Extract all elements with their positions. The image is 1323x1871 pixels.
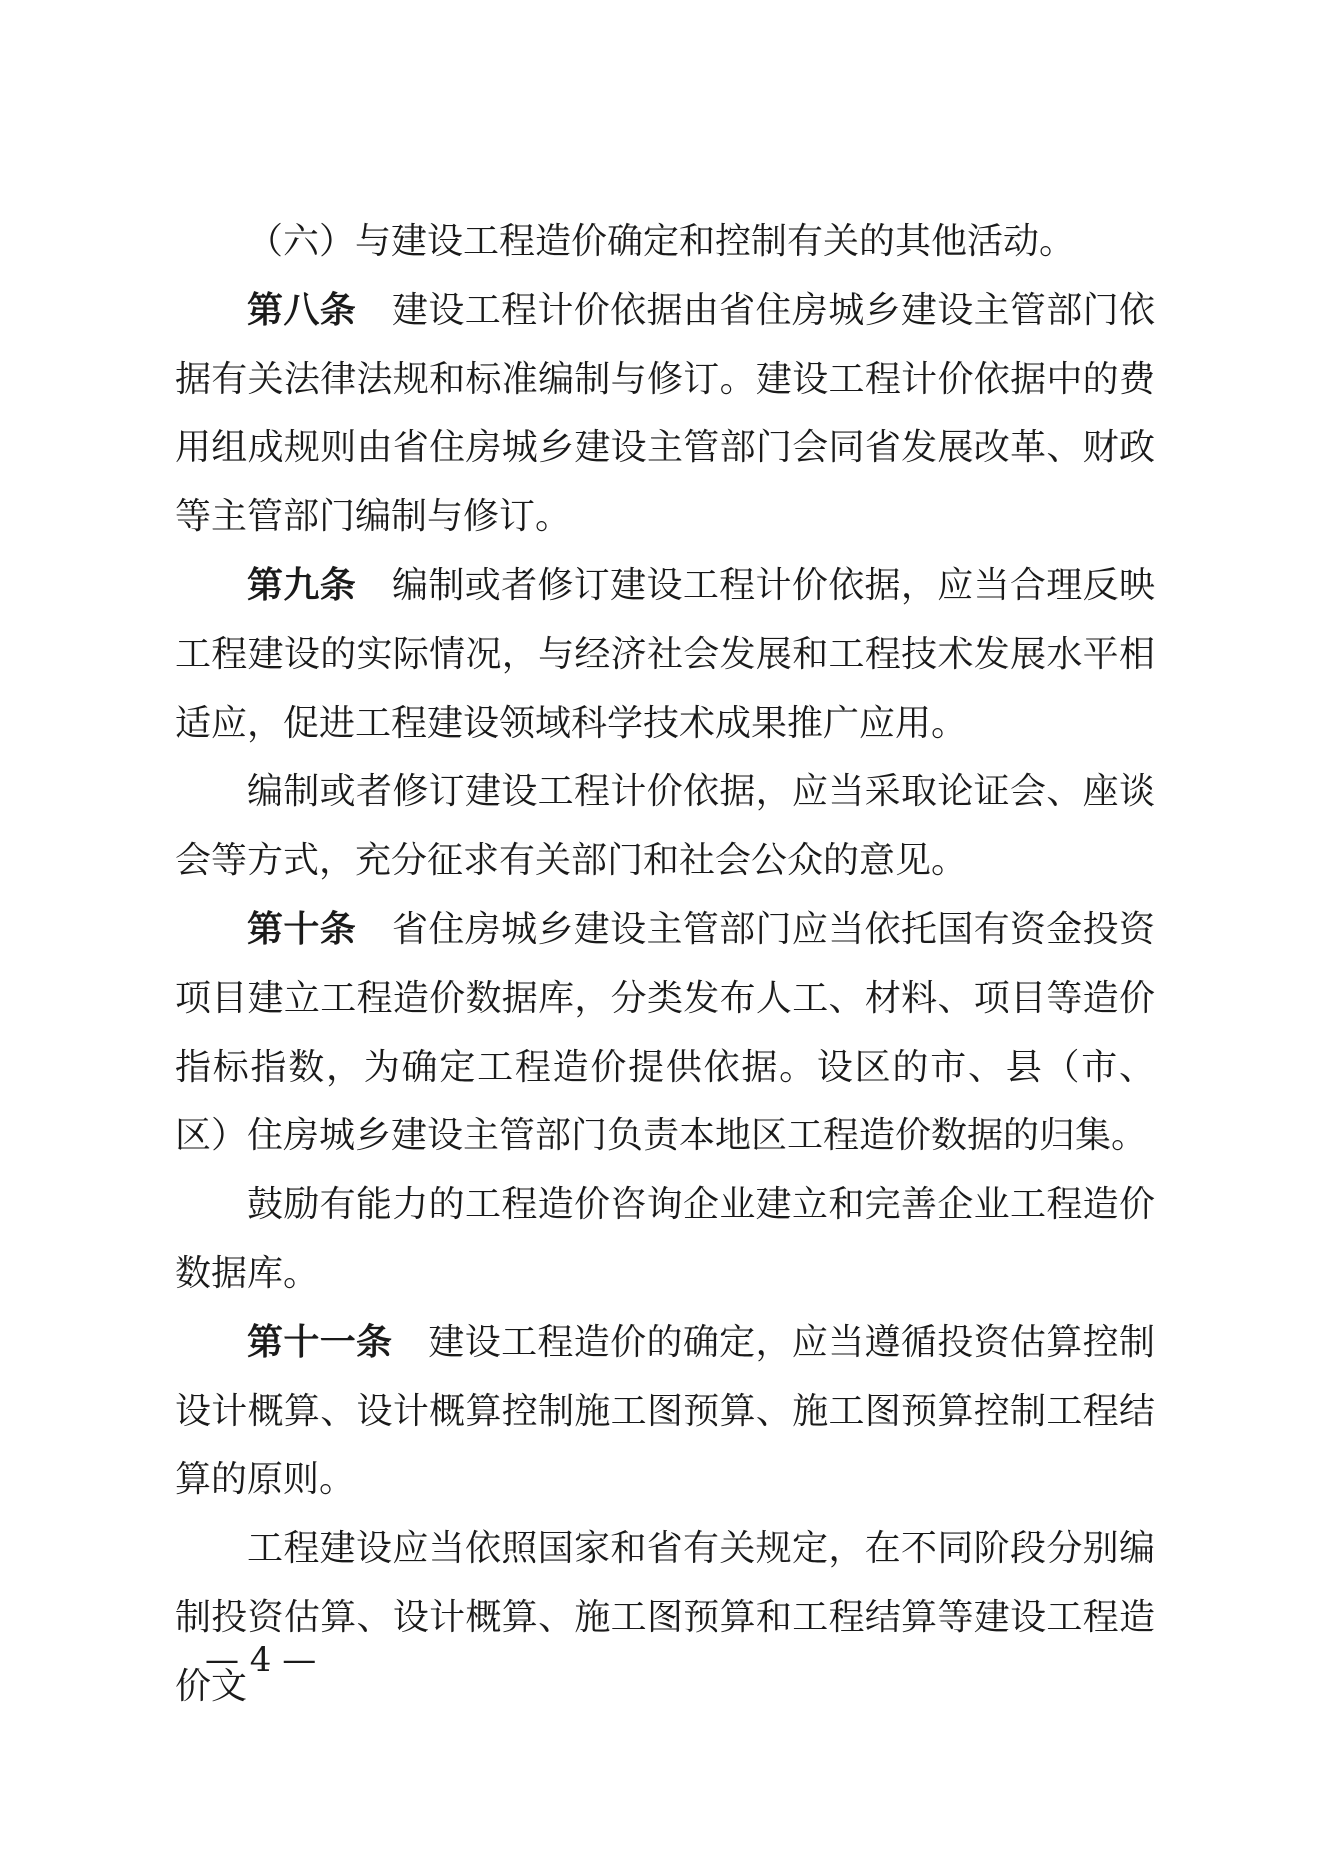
paragraph-article-11-clause-2: [175, 1515, 1155, 1721]
article-heading: 第十一条: [247, 1321, 393, 1363]
paragraph-article-10-clause-2: [175, 1171, 1155, 1309]
article-heading: 第八条: [247, 289, 357, 331]
paragraph-text: 编制或者修订建设工程计价依据，应当采取论证会、座谈会等方式，充分征求有关部门和社会公众的意见。: [175, 771, 1155, 882]
paragraph-text: 省住房城乡建设主管部门应当依托国有资金投资项目建立工程造价数据库，分类发布人工、材料、项目等造价指标指数，为确定工程造价提供依据。设区的市、县（市、区）住房城乡建设主管部门负责本地区工程造价数据的归集。: [175, 908, 1155, 1157]
paragraph-text: 建设工程造价的确定，应当遵循投资估算控制设计概算、设计概算控制施工图预算、施工图预算控制工程结算的原则。: [175, 1321, 1155, 1501]
paragraph-article-9: [175, 552, 1155, 758]
article-heading: 第九条: [247, 564, 357, 606]
paragraph-article-9-clause-2: [175, 758, 1155, 896]
paragraph-item-6: [175, 208, 1155, 277]
paragraph-text: 鼓励有能力的工程造价咨询企业建立和完善企业工程造价数据库。: [175, 1184, 1155, 1294]
paragraph-article-10: [175, 896, 1155, 1171]
paragraph-text: 建设工程计价依据由省住房城乡建设主管部门依据有关法律法规和标准编制与修订。建设工程计价依据中的费用组成规则由省住房城乡建设主管部门会同省发展改革、财政等主管部门编制与修订。: [175, 289, 1155, 538]
paragraph-article-11: [175, 1309, 1155, 1515]
paragraph-article-8: [175, 277, 1155, 552]
document-body: [175, 208, 1155, 1722]
paragraph-text: （六）与建设工程造价确定和控制有关的其他活动。: [247, 221, 1076, 262]
article-heading: 第十条: [247, 908, 357, 950]
page-number: — 4 —: [205, 1640, 317, 1680]
paragraph-text: 编制或者修订建设工程计价依据，应当合理反映工程建设的实际情况，与经济社会发展和工程技术发展水平相适应，促进工程建设领域科学技术成果推广应用。: [175, 564, 1155, 744]
paragraph-text: 工程建设应当依照国家和省有关规定，在不同阶段分别编制投资估算、设计概算、施工图预算和工程结算等建设工程造价文: [175, 1528, 1155, 1707]
